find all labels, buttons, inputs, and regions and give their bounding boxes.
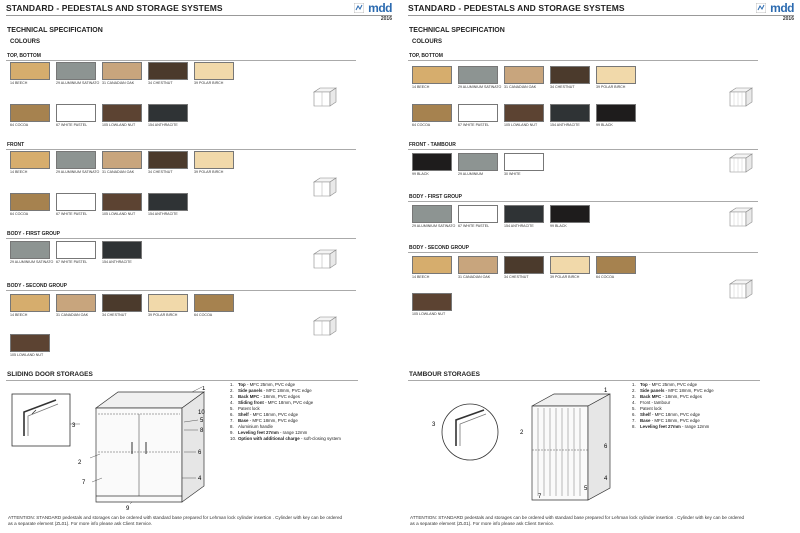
callout-6: 6 xyxy=(604,444,608,450)
swatch-name: 99 BLACK xyxy=(550,224,567,228)
spec-list xyxy=(230,382,350,442)
swatch-name: 39 POLAR BIRCH xyxy=(550,275,580,279)
logo-year: 2016 xyxy=(380,16,392,22)
spec-part: Leveling feet 27mm xyxy=(238,430,279,435)
swatch-name: 29 ALUMINIUM SATINATO xyxy=(56,81,100,85)
swatch-colour-box xyxy=(458,205,498,223)
colour-swatch xyxy=(458,153,502,176)
swatch-name: 64 COCOA xyxy=(412,123,431,127)
swatch-colour-box xyxy=(458,66,498,84)
spec-part: Shelf xyxy=(640,412,651,417)
spec-list xyxy=(632,382,752,430)
swatch-name: 67 WHITE PASTEL xyxy=(56,260,88,264)
spec-detail: - MFC 18mm, PVC edge xyxy=(263,400,314,405)
swatch-name: 34 CHESTNUT xyxy=(148,81,173,85)
colour-swatch xyxy=(458,256,502,279)
swatch-colour-box xyxy=(550,104,590,122)
colour-swatch xyxy=(10,334,54,357)
sliding-door-storages-title: SLIDING DOOR STORAGES xyxy=(7,371,93,378)
swatch-name: 64 COCOA xyxy=(10,123,29,127)
spec-detail: - MFC 18mm, PVC edge xyxy=(650,418,700,423)
swatch-name: 14 BEECH xyxy=(412,85,430,89)
swatch-name: 14 BEECH xyxy=(412,275,430,279)
spec-number: 6. xyxy=(632,412,636,417)
colour-swatch xyxy=(194,62,238,85)
swatch-name: 29 ALUMINIUM SATINATO xyxy=(412,224,456,228)
section-label: TOP, BOTTOM xyxy=(408,53,758,61)
spec-number: 7. xyxy=(632,418,636,423)
swatch-colour-box xyxy=(102,104,142,122)
callout-1: 1 xyxy=(202,386,206,392)
swatch-name: 67 WHITE PASTEL xyxy=(458,123,490,127)
callout-4: 4 xyxy=(198,476,202,482)
swatch-colour-box xyxy=(550,256,590,274)
swatch-colour-box xyxy=(458,256,498,274)
spec-part: Leveling feet 27mm xyxy=(640,424,681,429)
mdd-logo xyxy=(748,1,794,23)
colour-swatch xyxy=(102,62,146,85)
swatch-name: 64 COCOA xyxy=(10,212,29,216)
spec-detail: - 18mm, PVC edges xyxy=(661,394,702,399)
swatch-colour-box xyxy=(194,294,234,312)
swatch-name: 30 WHITE xyxy=(504,172,521,176)
divider xyxy=(408,380,760,381)
colour-swatch xyxy=(194,151,238,174)
swatch-colour-box xyxy=(56,241,96,259)
swatch-name: 99 BLACK xyxy=(412,172,429,176)
spec-detail: Front - tambour xyxy=(640,400,671,405)
swatch-name: 34 CHESTNUT xyxy=(550,85,575,89)
swatch-colour-box xyxy=(148,151,188,169)
tambour-storage-drawing xyxy=(408,386,628,512)
tambour-cabinet-3d-icon xyxy=(728,152,754,174)
section-top-bottom xyxy=(6,53,356,61)
swatch-name: 29 ALUMINIUM xyxy=(458,172,483,176)
colour-swatch xyxy=(10,151,54,174)
spec-part: Shelf xyxy=(238,412,249,417)
spec-detail: - range 12mm xyxy=(680,424,710,429)
swatch-colour-box xyxy=(412,66,452,84)
colour-swatch xyxy=(412,293,456,316)
swatch-name: 31 CANADIAN OAK xyxy=(102,81,135,85)
colour-swatch xyxy=(148,193,192,216)
swatch-name: 39 POLAR BIRCH xyxy=(194,81,224,85)
header-title: STANDARD - PEDESTALS AND STORAGE SYSTEMS xyxy=(6,3,223,13)
logo-mark-icon xyxy=(756,3,766,13)
colour-swatch xyxy=(412,104,456,127)
sliding-door-storage-drawing xyxy=(6,386,226,512)
spec-number: 4. xyxy=(632,400,636,405)
spec-part: Back MFC xyxy=(238,394,260,399)
swatch-name: 64 COCOA xyxy=(596,275,615,279)
colour-swatch xyxy=(102,104,146,127)
cabinet-3d-icon xyxy=(312,86,338,108)
swatch-colour-box xyxy=(10,62,50,80)
colour-swatch xyxy=(550,66,594,89)
colour-swatch xyxy=(102,151,146,174)
callout-7: 7 xyxy=(82,480,86,486)
swatch-colour-box xyxy=(504,66,544,84)
swatch-name: 39 POLAR BIRCH xyxy=(596,85,626,89)
swatch-colour-box xyxy=(412,293,452,311)
swatch-name: 154 ANTHRACITE xyxy=(550,123,580,127)
swatch-name: 64 COCOA xyxy=(194,313,213,317)
swatch-colour-box xyxy=(148,294,188,312)
section-label: FRONT - TAMBOUR xyxy=(408,142,758,150)
colour-swatch xyxy=(458,205,502,228)
logo-text: mdd xyxy=(368,1,392,15)
swatch-name: 67 WHITE PASTEL xyxy=(56,123,88,127)
colour-swatch xyxy=(550,205,594,228)
callout-5: 5 xyxy=(200,418,204,424)
section-front xyxy=(6,142,356,150)
swatch-colour-box xyxy=(412,153,452,171)
swatch-colour-box xyxy=(102,241,142,259)
callout-8: 8 xyxy=(200,428,204,434)
swatch-colour-box xyxy=(102,62,142,80)
swatch-name: 34 CHESTNUT xyxy=(102,313,127,317)
colour-swatch xyxy=(412,205,456,228)
section-label: TOP, BOTTOM xyxy=(6,53,356,61)
swatch-colour-box xyxy=(102,193,142,211)
swatch-colour-box xyxy=(56,193,96,211)
swatch-name: 31 CANADIAN OAK xyxy=(458,275,491,279)
spec-detail: - soft-closing system xyxy=(299,436,341,441)
swatch-colour-box xyxy=(102,294,142,312)
spec-part: Back MFC xyxy=(640,394,662,399)
logo-mark-icon xyxy=(354,3,364,13)
swatch-colour-box xyxy=(412,205,452,223)
section-body-second-group xyxy=(6,283,356,291)
spec-number: 3. xyxy=(230,394,234,399)
spec-part: Sliding front xyxy=(238,400,264,405)
swatch-name: 67 WHITE PASTEL xyxy=(458,224,490,228)
page-header xyxy=(408,1,794,22)
spec-detail: - MFC 18mm, PVC edge xyxy=(664,388,714,393)
callout-3: 3 xyxy=(72,423,76,429)
swatch-name: 67 WHITE PASTEL xyxy=(56,212,88,216)
swatch-colour-box xyxy=(148,62,188,80)
swatch-colour-box xyxy=(10,151,50,169)
swatch-colour-box xyxy=(56,151,96,169)
tambour-storages-title: TAMBOUR STORAGES xyxy=(409,371,480,378)
colour-swatch xyxy=(148,104,192,127)
spec-part: Top xyxy=(238,382,246,387)
swatch-name: 154 ANTHRACITE xyxy=(102,260,132,264)
attention-note: ATTENTION: STANDARD pedestals and storages can be ordered with standard base prepared for Lehman lock cylinder insertion . Cylinder with key can be ordered as a separate element (ZL01). For more info please ask Client Service. xyxy=(410,515,745,526)
swatch-name: 34 CHESTNUT xyxy=(148,170,173,174)
header-title: STANDARD - PEDESTALS AND STORAGE SYSTEMS xyxy=(408,3,625,13)
spec-number: 6. xyxy=(230,412,234,417)
spec-item xyxy=(230,436,350,442)
swatch-name: 39 POLAR BIRCH xyxy=(194,170,224,174)
tambour-cabinet-3d-icon xyxy=(728,278,754,300)
swatch-name: 154 ANTHRACITE xyxy=(148,212,178,216)
swatch-colour-box xyxy=(504,205,544,223)
colour-swatch xyxy=(504,66,548,89)
spec-number: 2. xyxy=(230,388,234,393)
swatch-colour-box xyxy=(412,256,452,274)
colour-swatch xyxy=(10,241,54,264)
swatch-colour-box xyxy=(56,62,96,80)
colour-swatch xyxy=(56,104,100,127)
swatch-colour-box xyxy=(56,294,96,312)
colour-swatch xyxy=(10,294,54,317)
spec-number: 8. xyxy=(632,424,636,429)
swatch-name: 105 LOWLAND NUT xyxy=(412,312,446,316)
colour-swatch xyxy=(10,193,54,216)
section-top-bottom xyxy=(408,53,758,61)
swatch-colour-box xyxy=(102,151,142,169)
spec-detail: - MFC 25mm, PVC edge xyxy=(245,382,296,387)
spec-number: 10. xyxy=(230,436,237,441)
colour-swatch xyxy=(56,294,100,317)
colour-swatch xyxy=(596,256,640,279)
spec-detail: - MFC 18mm, PVC edge xyxy=(248,412,299,417)
colour-swatch xyxy=(412,153,456,176)
colour-swatch xyxy=(148,62,192,85)
callout-6: 6 xyxy=(198,450,202,456)
swatch-name: 14 BEECH xyxy=(10,170,28,174)
page-header xyxy=(6,1,392,22)
spec-number: 3. xyxy=(632,394,636,399)
swatch-name: 105 LOWLAND NUT xyxy=(504,123,538,127)
spec-part: Side panels xyxy=(640,388,665,393)
swatch-name: 154 ANTHRACITE xyxy=(504,224,534,228)
colour-swatch xyxy=(10,104,54,127)
swatch-name: 29 ALUMINIUM SATINATO xyxy=(458,85,502,89)
swatch-colour-box xyxy=(10,334,50,352)
swatch-name: 105 LOWLAND NUT xyxy=(102,212,136,216)
colour-swatch xyxy=(148,151,192,174)
swatch-colour-box xyxy=(550,66,590,84)
spec-detail: Aluminium handle xyxy=(238,424,273,429)
swatch-name: 154 ANTHRACITE xyxy=(148,123,178,127)
colour-swatch xyxy=(56,193,100,216)
catalog-page-left xyxy=(0,0,398,533)
swatch-colour-box xyxy=(458,104,498,122)
swatch-colour-box xyxy=(596,104,636,122)
section-label: BODY - FIRST GROUP xyxy=(408,194,758,202)
spec-part: Side panels xyxy=(238,388,263,393)
callout-4: 4 xyxy=(604,476,608,482)
callout-5: 5 xyxy=(584,486,588,492)
spec-detail: - MFC 18mm, PVC edge xyxy=(248,418,298,423)
colour-swatch xyxy=(56,62,100,85)
spec-number: 5. xyxy=(230,406,234,411)
colour-swatch xyxy=(596,104,640,127)
spec-number: 1. xyxy=(632,382,636,387)
catalog-page-right xyxy=(402,0,800,533)
swatch-name: 14 BEECH xyxy=(10,313,28,317)
section-label: FRONT xyxy=(6,142,356,150)
colour-swatch xyxy=(102,193,146,216)
spec-number: 2. xyxy=(632,388,636,393)
technical-specification-title: TECHNICAL SPECIFICATION xyxy=(7,27,103,34)
swatch-name: 105 LOWLAND NUT xyxy=(102,123,136,127)
divider xyxy=(6,380,358,381)
swatch-name: 99 BLACK xyxy=(596,123,613,127)
section-label: BODY - SECOND GROUP xyxy=(408,245,758,253)
callout-2: 2 xyxy=(78,460,82,466)
mdd-logo xyxy=(346,1,392,23)
cabinet-3d-icon xyxy=(312,248,338,270)
callout-9: 9 xyxy=(126,506,130,512)
colour-swatch xyxy=(458,66,502,89)
swatch-colour-box xyxy=(194,62,234,80)
swatch-colour-box xyxy=(10,294,50,312)
section-front-tambour xyxy=(408,142,758,150)
swatch-colour-box xyxy=(596,256,636,274)
spec-part: Base xyxy=(238,418,249,423)
technical-specification-title: TECHNICAL SPECIFICATION xyxy=(409,27,505,34)
swatch-colour-box xyxy=(504,153,544,171)
colour-swatch xyxy=(458,104,502,127)
colour-swatch xyxy=(504,104,548,127)
callout-10: 10 xyxy=(198,410,205,416)
spec-detail: - MFC 25mm, PVC edge xyxy=(647,382,698,387)
colour-swatch xyxy=(504,205,548,228)
swatch-name: 31 CANADIAN OAK xyxy=(102,170,135,174)
swatch-name: 39 POLAR BIRCH xyxy=(148,313,178,317)
spec-detail: Patent lock xyxy=(238,406,260,411)
swatch-name: 14 BEECH xyxy=(10,81,28,85)
colours-label: COLOURS xyxy=(10,39,40,45)
spec-detail: - range 12mm xyxy=(278,430,308,435)
spec-number: 4. xyxy=(230,400,234,405)
swatch-colour-box xyxy=(458,153,498,171)
spec-number: 7. xyxy=(230,418,234,423)
tambour-cabinet-3d-icon xyxy=(728,86,754,108)
spec-part: Option with additional charge xyxy=(238,436,300,441)
swatch-name: 31 CANADIAN OAK xyxy=(56,313,89,317)
colour-swatch xyxy=(412,66,456,89)
swatch-name: 31 CANADIAN OAK xyxy=(504,85,537,89)
swatch-name: 34 CHESTNUT xyxy=(504,275,529,279)
section-body-first-group xyxy=(6,231,356,239)
spec-number: 9. xyxy=(230,430,234,435)
swatch-colour-box xyxy=(504,256,544,274)
colour-swatch xyxy=(412,256,456,279)
tambour-cabinet-3d-icon xyxy=(728,206,754,228)
swatch-colour-box xyxy=(10,104,50,122)
swatch-colour-box xyxy=(596,66,636,84)
swatch-colour-box xyxy=(550,205,590,223)
colour-swatch xyxy=(148,294,192,317)
callout-1: 1 xyxy=(604,388,608,394)
callout-2: 2 xyxy=(520,430,524,436)
swatch-colour-box xyxy=(56,104,96,122)
swatch-name: 105 LOWLAND NUT xyxy=(10,353,44,357)
spec-number: 8. xyxy=(230,424,234,429)
swatch-colour-box xyxy=(10,193,50,211)
spec-detail: Patent lock xyxy=(640,406,662,411)
swatch-colour-box xyxy=(194,151,234,169)
cabinet-3d-icon xyxy=(312,176,338,198)
spec-part: Top xyxy=(640,382,648,387)
spec-number: 5. xyxy=(632,406,636,411)
attention-note: ATTENTION: STANDARD pedestals and storages can be ordered with standard base prepared for Lehman lock cylinder insertion . Cylinder with key can be ordered as a separate element (ZL01). For more info please ask Client Service. xyxy=(8,515,343,526)
colour-swatch xyxy=(102,294,146,317)
colour-swatch xyxy=(56,241,100,264)
cabinet-3d-icon xyxy=(312,315,338,337)
colour-swatch xyxy=(596,66,640,89)
swatch-name: 29 ALUMINIUM SATINATO xyxy=(56,170,100,174)
spec-detail: - MFC 18mm, PVC edge xyxy=(650,412,701,417)
colour-swatch xyxy=(102,241,146,264)
swatch-name: 29 ALUMINIUM SATINATO xyxy=(10,260,54,264)
callout-7: 7 xyxy=(538,494,542,500)
colour-swatch xyxy=(10,62,54,85)
swatch-colour-box xyxy=(148,193,188,211)
callout-3: 3 xyxy=(432,422,436,428)
logo-text: mdd xyxy=(770,1,794,15)
section-body-first-group xyxy=(408,194,758,202)
colour-swatch xyxy=(56,151,100,174)
logo-year: 2016 xyxy=(782,16,794,22)
section-label: BODY - SECOND GROUP xyxy=(6,283,356,291)
swatch-colour-box xyxy=(148,104,188,122)
spec-item xyxy=(632,424,752,430)
spec-number: 1. xyxy=(230,382,234,387)
colour-swatch xyxy=(194,294,238,317)
colour-swatch xyxy=(504,256,548,279)
colours-label: COLOURS xyxy=(412,39,442,45)
swatch-colour-box xyxy=(412,104,452,122)
swatch-colour-box xyxy=(504,104,544,122)
swatch-colour-box xyxy=(10,241,50,259)
section-body-second-group xyxy=(408,245,758,253)
colour-swatch xyxy=(550,104,594,127)
spec-detail: - MFC 18mm, PVC edge xyxy=(262,388,312,393)
spec-detail: - 18mm, PVC edges xyxy=(259,394,300,399)
spec-part: Base xyxy=(640,418,651,423)
section-label: BODY - FIRST GROUP xyxy=(6,231,356,239)
colour-swatch xyxy=(550,256,594,279)
colour-swatch xyxy=(504,153,548,176)
